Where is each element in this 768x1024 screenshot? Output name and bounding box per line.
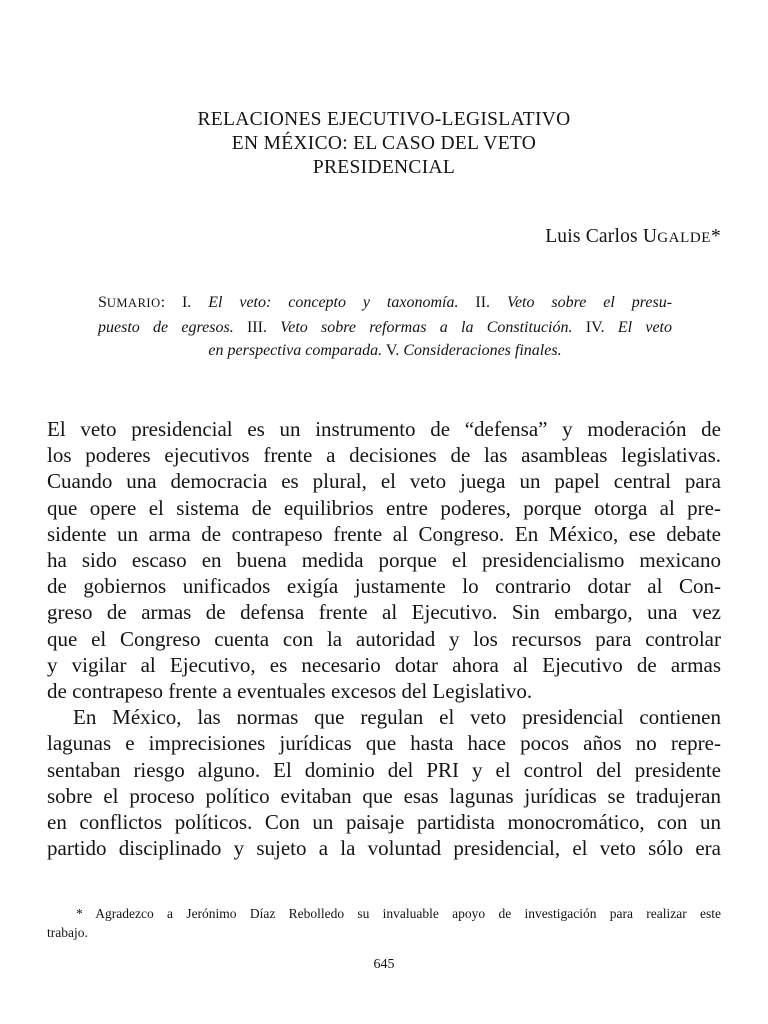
summary-numeral: IV. <box>572 318 618 336</box>
body-line: ha sido escaso en buena medida porque el presidencialismo mexicano <box>47 548 721 573</box>
body-line: sidente un arma de contrapeso frente al Congreso. En México, ese debate <box>47 521 721 546</box>
body-line: y vigilar al Ejecutivo, es necesario dotar ahora al Ejecutivo de armas <box>47 652 721 677</box>
summary-numeral: II. <box>458 294 507 311</box>
body-line: En México, las normas que regulan el veto presidencial contienen <box>73 705 721 730</box>
body-line: de contrapeso frente a eventuales excesos del Legislativo. <box>47 679 533 704</box>
body-line: partido disciplinado y sujeto a la voluntad presidencial, el veto sólo era <box>47 836 721 861</box>
summary-section-title: Consideraciones finales. <box>403 342 562 359</box>
summary-section-title: en perspectiva comparada. <box>208 342 383 359</box>
footnote-marker: * <box>711 226 721 247</box>
summary-block <box>98 291 672 363</box>
body-line: greso de armas de defensa frente al Ejecutivo. Sin embargo, una vez <box>47 600 721 625</box>
body-line: El veto presidencial es un instrumento de “defensa” y moderación de <box>47 417 721 441</box>
summary-section-title: El veto <box>617 318 672 336</box>
body-line: Cuando una democracia es plural, el veto juega un papel central para <box>47 469 721 494</box>
footnote-line: * Agradezco a Jerónimo Díaz Rebolledo su invaluable apoyo de investigación para realizar este <box>76 906 721 921</box>
summary-line <box>98 291 672 316</box>
body-line: lagunas e imprecisiones jurídicas que hasta hace pocos años no repre- <box>47 731 721 756</box>
page-number: 645 <box>373 957 395 972</box>
body-line: de gobiernos unificados exigía justamente lo contrario dotar al Con- <box>47 574 721 599</box>
summary-section-title: puesto de egresos. <box>98 318 234 336</box>
summary-numeral: V. <box>382 342 404 359</box>
body-line: sentaban riesgo alguno. El dominio del PRI y el control del presidente <box>47 757 721 782</box>
footnote-line: trabajo. <box>47 925 88 940</box>
body-text <box>47 416 721 861</box>
summary-section-title: El veto: concepto y taxonomía. <box>208 294 459 311</box>
title-line: EN MÉXICO: EL CASO DEL VETO <box>231 133 537 154</box>
summary-numeral: I. <box>165 294 209 311</box>
article-title <box>0 108 768 180</box>
body-line: sobre el proceso político evitaban que esas lagunas jurídicas se tradujeran <box>47 783 721 808</box>
summary-label-rest: UMARIO <box>106 296 161 310</box>
summary-line <box>98 316 672 340</box>
body-line: que el Congreso cuenta con la autoridad y los recursos para controlar <box>47 626 721 651</box>
title-line: PRESIDENCIAL <box>312 157 456 178</box>
author-name <box>545 226 721 248</box>
summary-label-initial: S <box>98 294 107 311</box>
footnote <box>47 904 721 942</box>
summary-section-title: Veto sobre reformas a la Constitución. <box>280 318 573 336</box>
body-line: los poderes ejecutivos frente a decisiones de las asambleas legislativas. <box>47 443 721 468</box>
summary-section-title: Veto sobre el presu- <box>506 294 673 311</box>
author-given-names: Luis Carlos <box>545 226 643 247</box>
body-line: en conflictos políticos. Con un paisaje partidista monocromático, con un <box>47 810 721 835</box>
summary-line <box>98 339 672 363</box>
author-surname-rest: GALDE <box>657 230 712 246</box>
author-surname-initial: U <box>642 226 658 247</box>
body-line: que opere el sistema de equilibrios entre poderes, porque otorga al pre- <box>47 495 721 520</box>
title-line: RELACIONES EJECUTIVO-LEGISLATIVO <box>197 109 571 130</box>
summary-label-colon: : <box>160 294 166 311</box>
summary-numeral: III. <box>233 318 281 336</box>
